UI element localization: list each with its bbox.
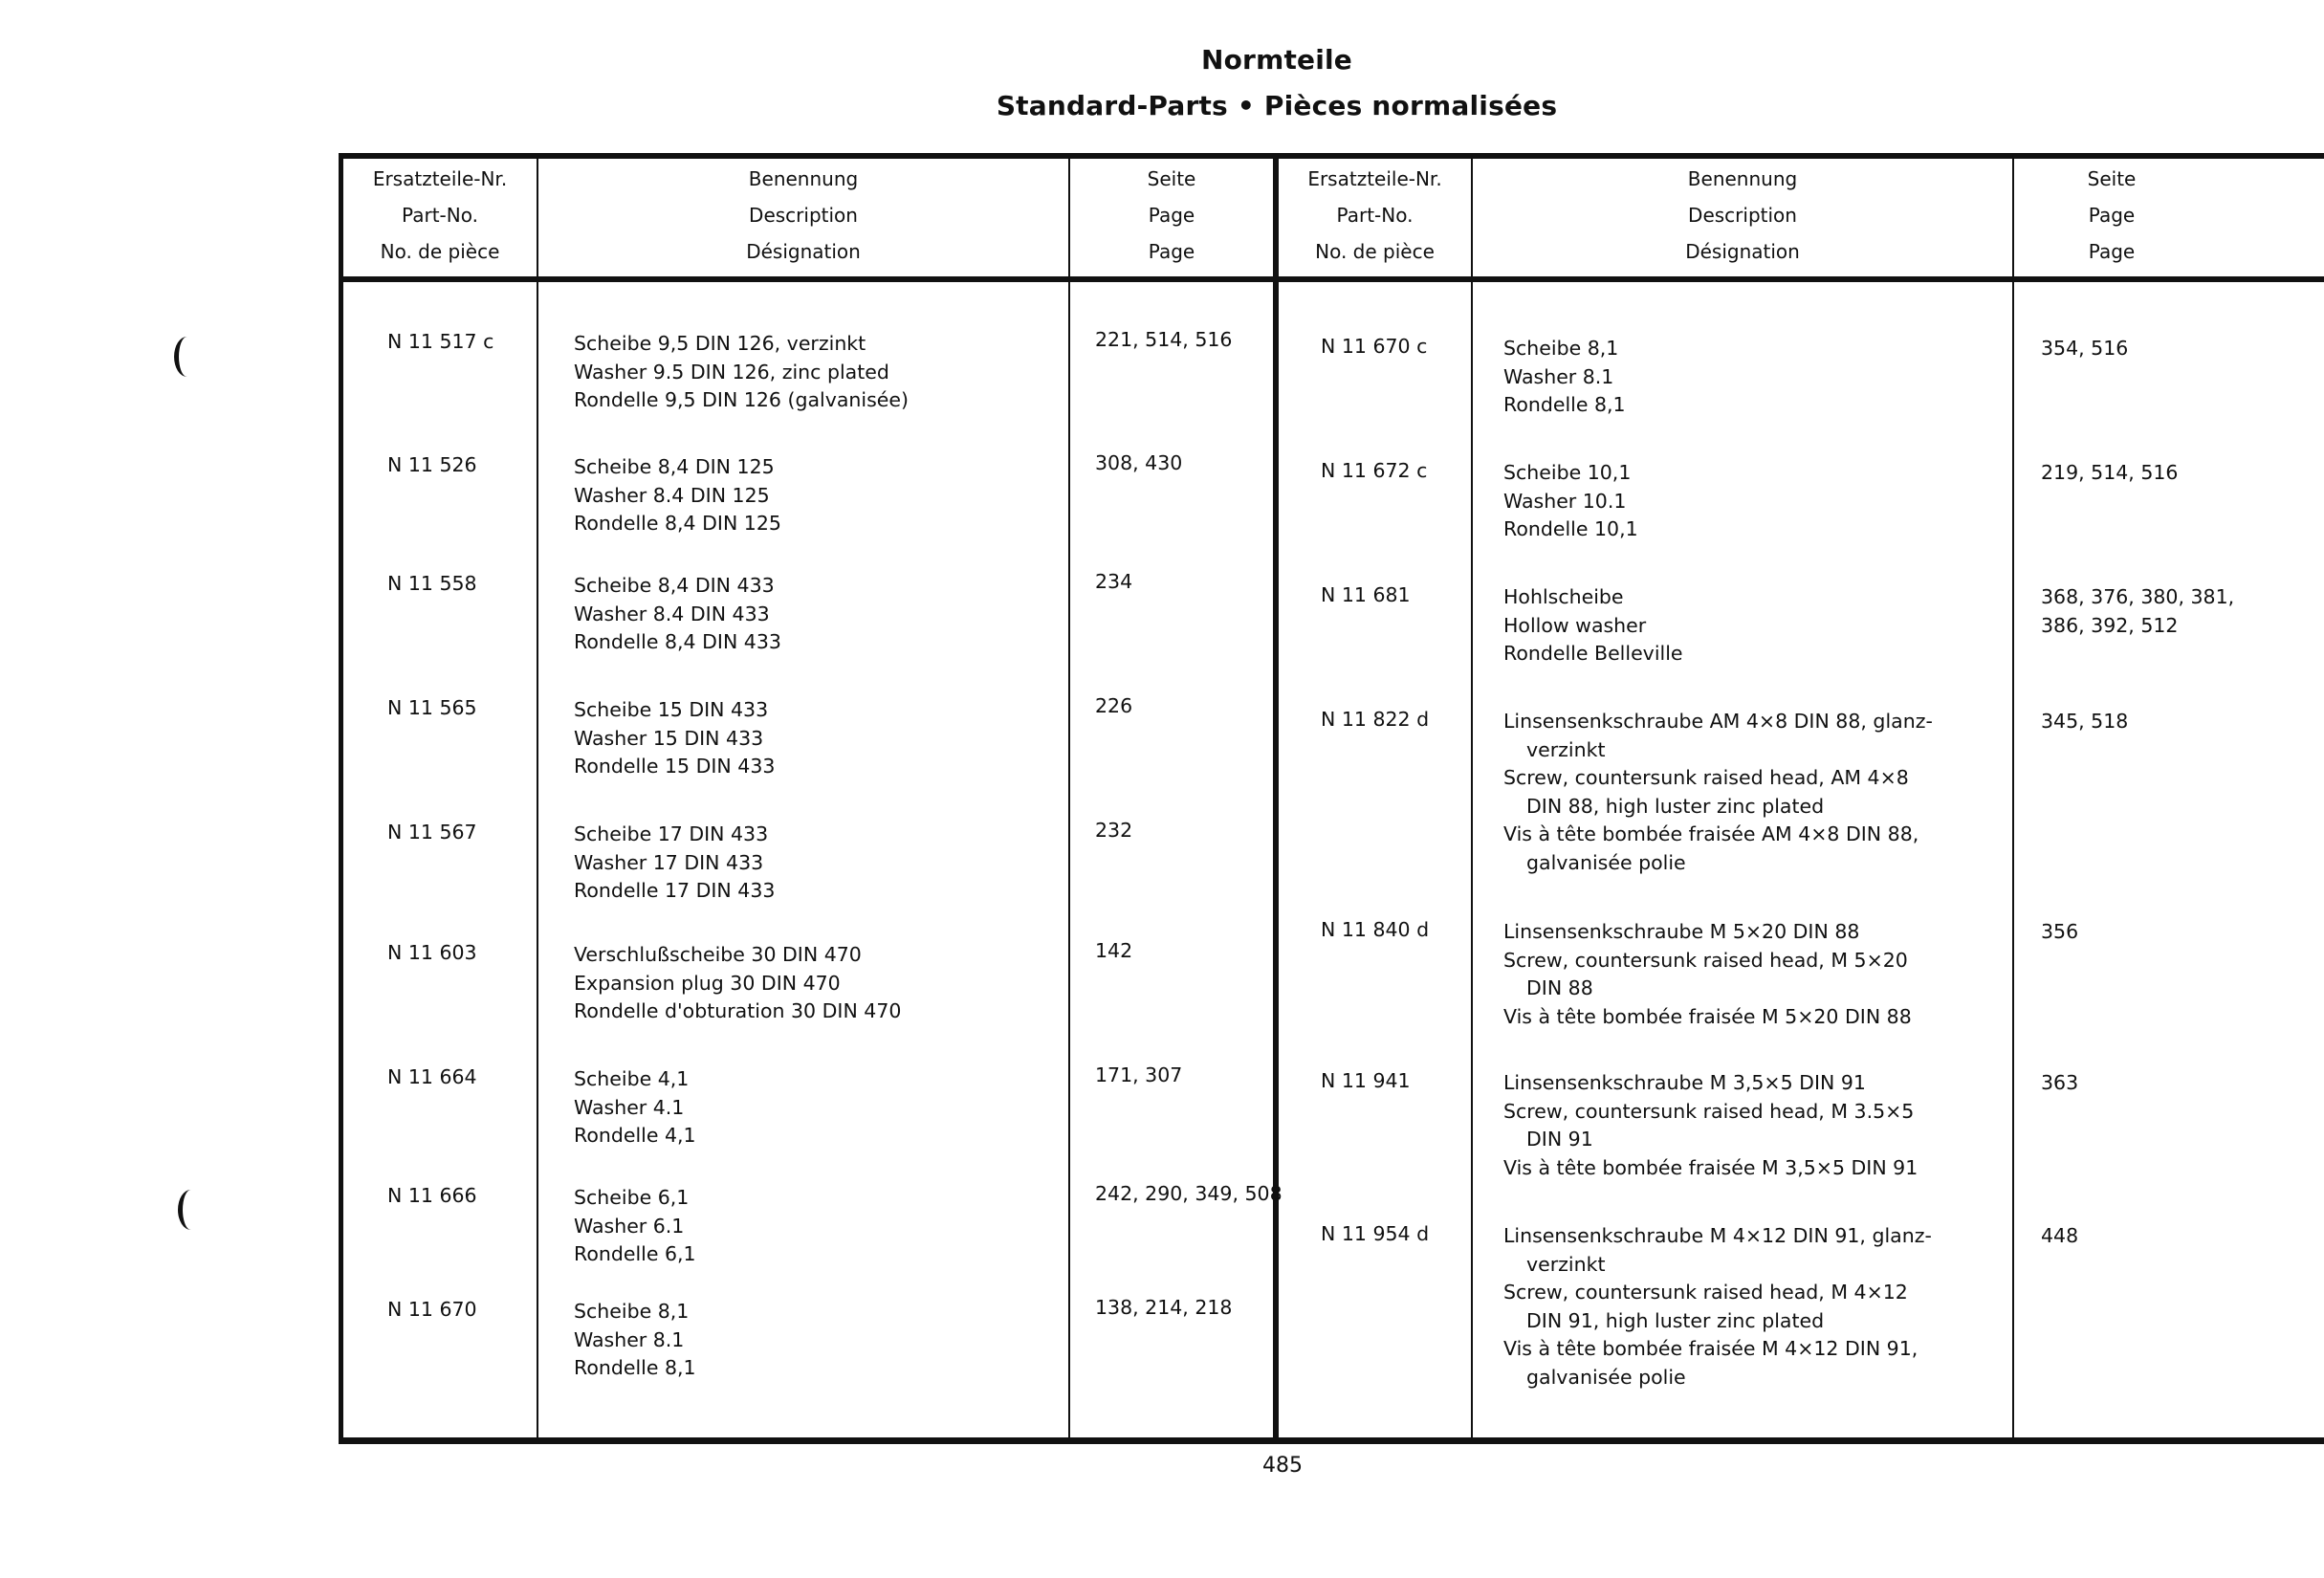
header-label: No. de pièce — [1315, 240, 1435, 263]
description-line: Rondelle 8,4 DIN 125 — [574, 512, 781, 535]
part-number: N 11 526 — [387, 453, 477, 476]
page-reference-line: 363 — [2041, 1071, 2079, 1094]
part-description — [574, 572, 781, 657]
part-number: N 11 822 d — [1321, 708, 1430, 731]
part-number: N 11 666 — [387, 1184, 477, 1207]
page-reference — [2041, 583, 2234, 640]
page-reference — [2041, 335, 2128, 363]
description-line: Screw, countersunk raised head, M 4×12 — [1503, 1281, 1908, 1304]
description-line: Scheibe 8,4 DIN 433 — [574, 574, 775, 597]
part-description — [574, 1298, 696, 1383]
description-line: Washer 8.4 DIN 433 — [574, 602, 770, 625]
description-line: Hohlscheibe — [1503, 585, 1624, 608]
column-divider — [2012, 153, 2014, 1440]
page-subtitle: Standard-Parts • Pièces normalisées — [996, 90, 1558, 121]
description-line: Linsensenkschraube AM 4×8 DIN 88, glanz- — [1503, 710, 1933, 733]
description-line: Hollow washer — [1503, 613, 1647, 637]
header-label: Page — [2088, 204, 2136, 227]
header-label: No. de pièce — [380, 240, 500, 263]
description-line: Vis à tête bombée fraisée AM 4×8 DIN 88, — [1503, 822, 1919, 845]
page-reference-line: 356 — [2041, 920, 2079, 943]
description-line: Screw, countersunk raised head, M 5×20 — [1503, 948, 1908, 972]
header-label: Page — [1148, 240, 1195, 263]
part-description — [574, 941, 901, 1026]
page-reference: 138, 214, 218 — [1095, 1296, 1233, 1319]
description-line: Washer 8.1 — [1503, 364, 1614, 388]
part-description — [1503, 708, 1933, 877]
header-label: Part-No. — [402, 204, 478, 227]
table-bottom-rule — [340, 1437, 2324, 1444]
part-number: N 11 941 — [1321, 1069, 1411, 1092]
description-line: Screw, countersunk raised head, M 3.5×5 — [1503, 1099, 1915, 1123]
part-number: N 11 840 d — [1321, 918, 1430, 941]
page-reference: 142 — [1095, 939, 1133, 962]
punch-hole-mark — [178, 1190, 204, 1230]
header-label: Seite — [1147, 167, 1196, 190]
description-line: galvanisée polie — [1526, 850, 1686, 874]
part-number: N 11 670 — [387, 1298, 477, 1321]
part-description — [1503, 1069, 1918, 1182]
page-reference-line: 368, 376, 380, 381, — [2041, 585, 2235, 608]
part-description — [1503, 1222, 1932, 1392]
part-number: N 11 567 — [387, 821, 477, 844]
description-line: Rondelle 4,1 — [574, 1124, 696, 1147]
page-reference — [2041, 459, 2178, 488]
page-reference: 226 — [1095, 694, 1133, 717]
part-number: N 11 681 — [1321, 583, 1411, 606]
header-label: Seite — [2087, 167, 2137, 190]
header-label: Part-No. — [1336, 204, 1414, 227]
description-line: Scheibe 6,1 — [574, 1186, 690, 1209]
description-line: Verschlußscheibe 30 DIN 470 — [574, 943, 862, 966]
description-line: Rondelle 15 DIN 433 — [574, 755, 776, 778]
description-line: Washer 17 DIN 433 — [574, 850, 764, 874]
part-number: N 11 603 — [387, 941, 477, 964]
part-description — [1503, 583, 1683, 668]
part-description — [1503, 459, 1638, 544]
column-divider — [1068, 153, 1070, 1440]
description-line: Expansion plug 30 DIN 470 — [574, 971, 841, 995]
description-line: Scheibe 9,5 DIN 126, verzinkt — [574, 332, 866, 355]
part-number: N 11 664 — [387, 1065, 477, 1088]
page-reference: 234 — [1095, 570, 1133, 593]
page-reference: 232 — [1095, 819, 1133, 842]
header-part-no — [343, 161, 537, 270]
description-line: Rondelle d'obturation 30 DIN 470 — [574, 999, 902, 1022]
table-top-rule — [340, 153, 2324, 159]
description-line: Washer 8.1 — [574, 1327, 685, 1351]
description-line: Linsensenkschraube M 4×12 DIN 91, glanz- — [1503, 1224, 1932, 1247]
description-line: Vis à tête bombée fraisée M 3,5×5 DIN 91 — [1503, 1155, 1918, 1179]
part-description — [574, 696, 775, 781]
description-line: Vis à tête bombée fraisée M 4×12 DIN 91, — [1503, 1337, 1918, 1360]
header-label: Ersatzteile-Nr. — [372, 167, 508, 190]
part-description — [1503, 335, 1626, 420]
page-reference: 308, 430 — [1095, 451, 1183, 474]
description-line: Washer 15 DIN 433 — [574, 726, 764, 750]
description-line: Linsensenkschraube M 3,5×5 DIN 91 — [1503, 1071, 1866, 1094]
part-number: N 11 558 — [387, 572, 477, 595]
description-line: Scheibe 8,1 — [1503, 337, 1619, 360]
header-label: Page — [2088, 240, 2136, 263]
page-reference: 242, 290, 349, 508 — [1095, 1182, 1283, 1205]
header-label: Désignation — [746, 240, 861, 263]
header-label: Description — [749, 204, 858, 227]
description-line: Scheibe 8,1 — [574, 1300, 690, 1323]
description-line: Scheibe 17 DIN 433 — [574, 822, 769, 845]
part-description — [574, 821, 775, 906]
description-line: Rondelle 17 DIN 433 — [574, 879, 776, 902]
description-line: verzinkt — [1526, 1252, 1606, 1276]
description-line: Rondelle 10,1 — [1503, 517, 1638, 540]
description-line: Rondelle 8,1 — [574, 1356, 696, 1379]
page-reference: 171, 307 — [1095, 1063, 1183, 1086]
description-line: Washer 4.1 — [574, 1095, 685, 1119]
page-reference-line: 219, 514, 516 — [2041, 461, 2179, 484]
part-description — [574, 330, 909, 415]
part-number: N 11 672 c — [1321, 459, 1428, 482]
header-label: Benennung — [748, 167, 859, 190]
section-divider — [1273, 153, 1279, 1444]
header-page — [1070, 161, 1273, 270]
page-reference-line: 354, 516 — [2041, 337, 2129, 360]
page-number: 485 — [1262, 1454, 1303, 1478]
page-reference-line: 448 — [2041, 1224, 2079, 1247]
page-reference: 221, 514, 516 — [1095, 328, 1233, 351]
description-line: Scheibe 4,1 — [574, 1067, 690, 1090]
header-label: Benennung — [1687, 167, 1798, 190]
header-part-no — [1279, 161, 1471, 270]
description-line: galvanisée polie — [1526, 1365, 1686, 1389]
description-line: Screw, countersunk raised head, AM 4×8 — [1503, 766, 1909, 789]
header-label: Ersatzteile-Nr. — [1307, 167, 1442, 190]
header-page — [2014, 161, 2209, 270]
description-line: Rondelle 9,5 DIN 126 (galvanisée) — [574, 388, 910, 411]
description-line: Washer 8.4 DIN 125 — [574, 483, 770, 507]
description-line: Scheibe 8,4 DIN 125 — [574, 455, 775, 478]
page-reference — [2041, 708, 2128, 736]
description-line: Vis à tête bombée fraisée M 5×20 DIN 88 — [1503, 1004, 1912, 1028]
description-line: DIN 88 — [1526, 976, 1593, 999]
page-reference — [2041, 1069, 2078, 1098]
description-line: DIN 91, high luster zinc plated — [1526, 1308, 1825, 1332]
table-left-border — [339, 153, 343, 1444]
header-label: Page — [1148, 204, 1195, 227]
page-reference — [2041, 918, 2078, 947]
description-line: Scheibe 10,1 — [1503, 461, 1632, 484]
description-line: Scheibe 15 DIN 433 — [574, 698, 769, 721]
part-description — [574, 1065, 696, 1151]
part-number: N 11 517 c — [387, 330, 494, 353]
header-description — [1473, 161, 2012, 270]
punch-hole-mark — [174, 337, 200, 377]
part-description — [574, 453, 781, 538]
part-number: N 11 670 c — [1321, 335, 1428, 358]
column-divider — [1471, 153, 1473, 1440]
description-line: verzinkt — [1526, 737, 1606, 761]
part-number: N 11 565 — [387, 696, 477, 719]
description-line: Linsensenkschraube M 5×20 DIN 88 — [1503, 920, 1860, 943]
page-reference-line: 345, 518 — [2041, 710, 2129, 733]
column-divider — [537, 153, 538, 1440]
description-line: Washer 10.1 — [1503, 489, 1627, 513]
part-description — [574, 1184, 696, 1269]
header-label: Description — [1688, 204, 1797, 227]
header-description — [538, 161, 1068, 270]
part-number: N 11 954 d — [1321, 1222, 1430, 1245]
description-line: Rondelle 6,1 — [574, 1242, 696, 1265]
description-line: Washer 6.1 — [574, 1214, 685, 1238]
description-line: Rondelle 8,1 — [1503, 393, 1626, 416]
page-reference-line: 386, 392, 512 — [2041, 613, 2179, 637]
header-bottom-rule — [340, 276, 2324, 282]
description-line: DIN 91 — [1526, 1128, 1593, 1151]
description-line: Washer 9.5 DIN 126, zinc plated — [574, 360, 889, 384]
description-line: Rondelle 8,4 DIN 433 — [574, 630, 781, 653]
description-line: Rondelle Belleville — [1503, 642, 1683, 665]
description-line: DIN 88, high luster zinc plated — [1526, 794, 1825, 818]
header-label: Désignation — [1685, 240, 1800, 263]
part-description — [1503, 918, 1912, 1031]
page-reference — [2041, 1222, 2078, 1251]
page-title: Normteile — [1200, 44, 1352, 76]
